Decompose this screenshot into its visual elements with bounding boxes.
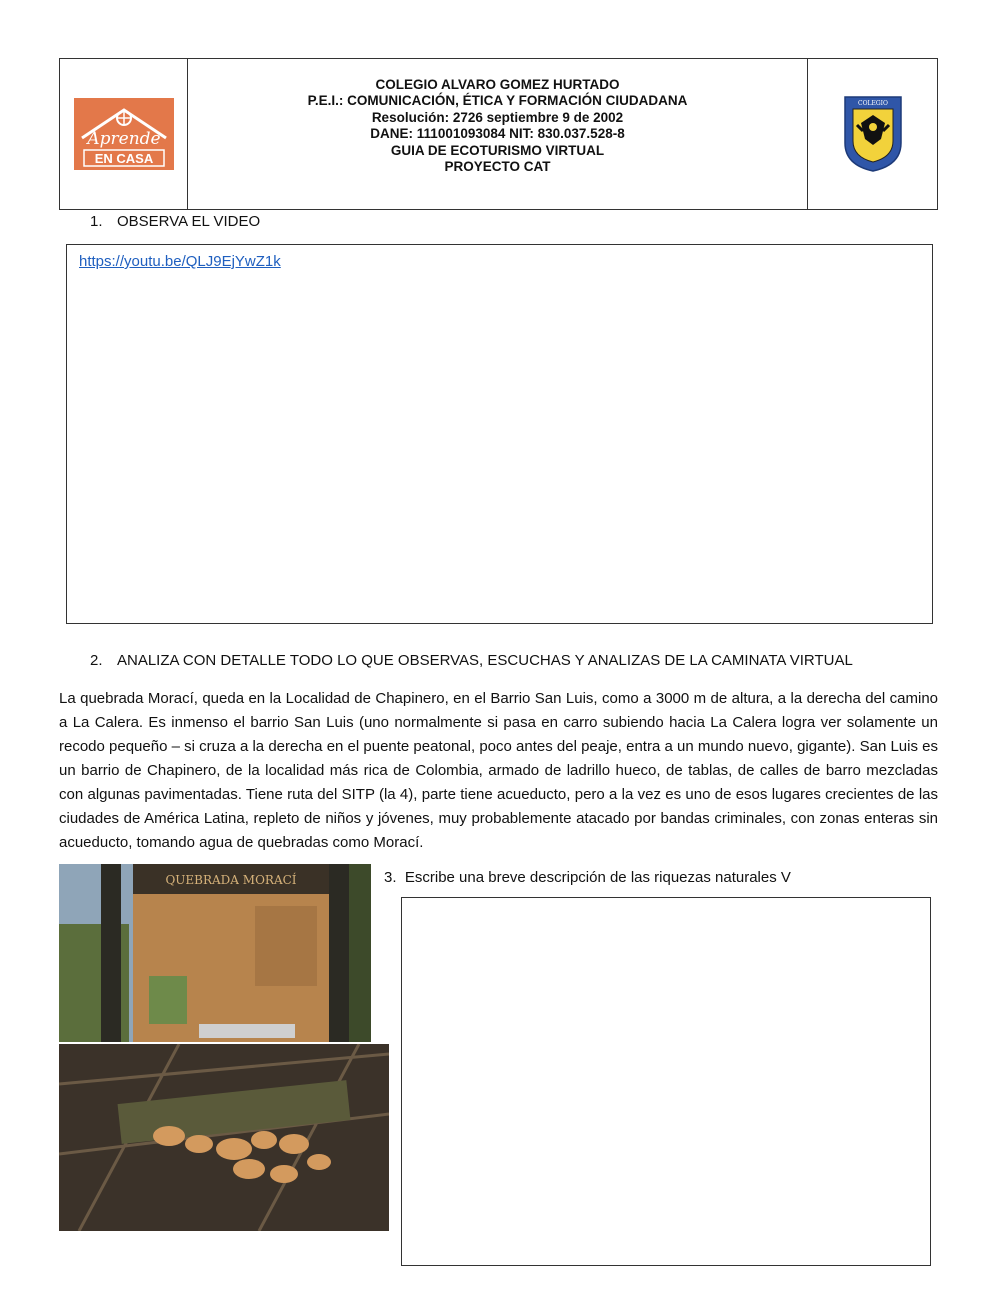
section1-number: 1.	[90, 213, 103, 230]
crest-text: COLEGIO	[857, 100, 888, 107]
guide-title: GUIA DE ECOTURISMO VIRTUAL	[390, 142, 605, 158]
section3-number: 3.	[384, 869, 397, 886]
section3-heading	[384, 869, 791, 886]
header-title-cell	[188, 59, 808, 209]
section2-heading-text: ANALIZA CON DETALLE TODO LO QUE OBSERVAS, ESCUCHAS Y ANALIZAS DE LA CAMINATA VIRTUAL	[117, 652, 853, 669]
moraci-description-paragraph: La quebrada Morací, queda en la Localidad de Chapinero, en el Barrio San Luis, como a 3000 m de altura, a la derecha del camino a La Calera. Es inmenso el barrio San Luis (uno normalmente si pasa en carro subiendo hacia La Calera logra ver solamente un recodo pequeño – si cruza a la derecha en el puente peatonal, poco antes del peaje, entra a un mundo nuevo, gigante). San Luis es un barrio de Chapinero, de la localidad más rica de Colombia, armado de ladrillo hueco, de tablas, de calles de barro mezcladas con algunas pavimentadas. Tiene ruta del SITP (la 4), parte tiene acueducto, pero a la vez es uno de esos lugares crecientes de las ciudades de América Latina, repleto de niños y jóvenes, muy probablemente atacado por bandas criminales, con zonas enteras sin acueducto, tomando agua de quebradas como Morací.	[59, 690, 938, 851]
logo-text-aprende: Aprende	[86, 129, 161, 149]
resolution-line: Resolución: 2726 septiembre 9 de 2002	[371, 109, 624, 125]
pei-line: P.E.I.: COMUNICACIÓN, ÉTICA Y FORMACIÓN CIUDADANA	[307, 93, 688, 108]
section2-heading	[90, 652, 853, 669]
sign-title: QUEBRADA MORACÍ	[165, 873, 297, 887]
section1-heading-text: OBSERVA EL VIDEO	[117, 213, 261, 230]
school-crest-logo	[843, 95, 903, 173]
logo-text-en-casa: EN CASA	[94, 151, 153, 166]
header-logo-cell	[60, 59, 188, 209]
section1-heading	[90, 213, 260, 230]
aprende-en-casa-logo	[74, 98, 174, 170]
header-crest-cell	[808, 59, 937, 209]
section3-heading-text: Escribe una breve descripción de las riquezas naturales V	[404, 869, 791, 886]
video-box	[66, 244, 933, 624]
sign-photo	[59, 864, 371, 1042]
dane-nit-line: DANE: 111001093084 NIT: 830.037.528-8	[370, 126, 625, 141]
project-title: PROYECTO CAT	[444, 159, 551, 174]
school-name: COLEGIO ALVARO GOMEZ HURTADO	[375, 76, 620, 92]
section2-number: 2.	[90, 652, 103, 669]
mushrooms-photo	[59, 1044, 389, 1231]
video-link[interactable]: https://youtu.be/QLJ9EjYwZ1k	[79, 253, 281, 270]
header-table	[59, 58, 938, 210]
answer-box[interactable]	[401, 897, 931, 1266]
